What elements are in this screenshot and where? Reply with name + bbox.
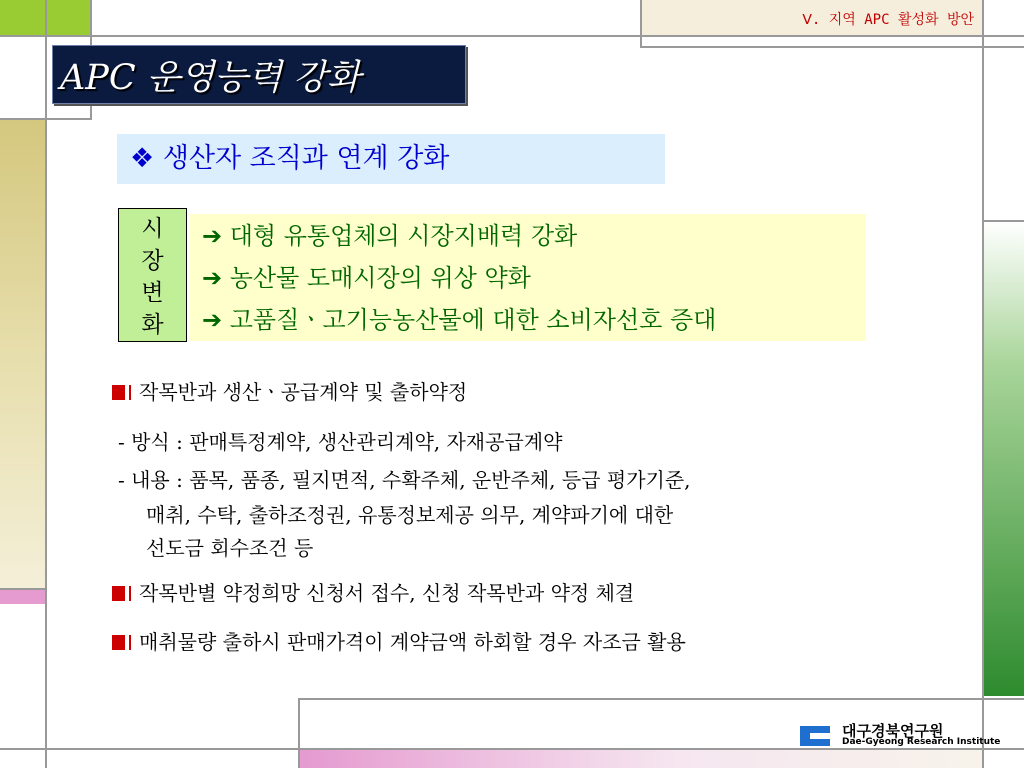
left-pink-strip [0,590,45,604]
frame-line [298,698,1024,700]
right-decor-block [984,222,1024,696]
left-decor-block [0,118,45,588]
contents-line: - 내용 : 품목, 품종, 필지면적, 수확주체, 운반주체, 등급 평가기준, [118,468,691,492]
square-bullet-icon [112,586,129,601]
page-title: APC 운영능력 강화 [60,58,361,98]
market-change-list [190,214,866,341]
bullet-item-subsidy: 매취물량 출하시 판매가격이 계약금액 하회할 경우 자조금 활용 [112,626,686,655]
list-item: ➔ 농산물 도매시장의 위상 약화 [202,264,531,292]
arrow-right-icon: ➔ [202,264,223,292]
frame-line [640,0,642,48]
label-char: 화 [141,312,164,338]
bullet-item-application: 작목반별 약정희망 신청서 접수, 신청 작목반과 약정 체결 [112,577,634,606]
frame-line [45,0,47,768]
diamond-bullet-icon: ❖ [130,143,155,174]
frame-line [0,588,45,590]
logo-name-english: Dae-Gyeong Research Institute [842,737,1001,747]
label-char: 시 [141,216,164,242]
market-change-label-box [118,208,187,342]
list-item: ➔ 고품질ㆍ고기능농산물에 대한 소비자선호 증대 [202,306,717,334]
frame-line [0,35,1024,37]
arrow-right-icon: ➔ [202,222,223,250]
section-title: Ⅴ. 지역 APC 활성화 방안 [802,12,974,28]
frame-line [982,220,1024,222]
contents-line: 선도금 회수조건 등 [146,536,314,560]
method-line: - 방식 : 판매특정계약, 생산관리계약, 자재공급계약 [118,430,563,454]
frame-line [0,118,90,120]
frame-line [298,698,300,768]
subtitle [130,136,449,175]
logo-name-korean: 대구경북연구원 [842,722,944,740]
label-char: 변 [141,280,164,306]
contents-line: 매취, 수탁, 출하조정권, 유통정보제공 의무, 계약파기에 대한 [146,503,674,527]
bottom-pink-strip [300,750,984,768]
frame-line [0,748,1024,750]
square-bullet-icon [112,385,129,400]
square-bullet-icon [112,635,129,650]
bullet-item-contract: 작목반과 생산ㆍ공급계약 및 출하약정 [112,376,467,405]
subtitle-text: 생산자 조직과 연계 강화 [162,143,450,174]
institute-logo-icon [796,723,834,749]
label-char: 장 [141,248,164,274]
arrow-right-icon: ➔ [202,306,223,334]
list-item: ➔ 대형 유통업체의 시장지배력 강화 [202,222,578,250]
frame-line [982,0,984,768]
frame-line [640,46,1024,48]
